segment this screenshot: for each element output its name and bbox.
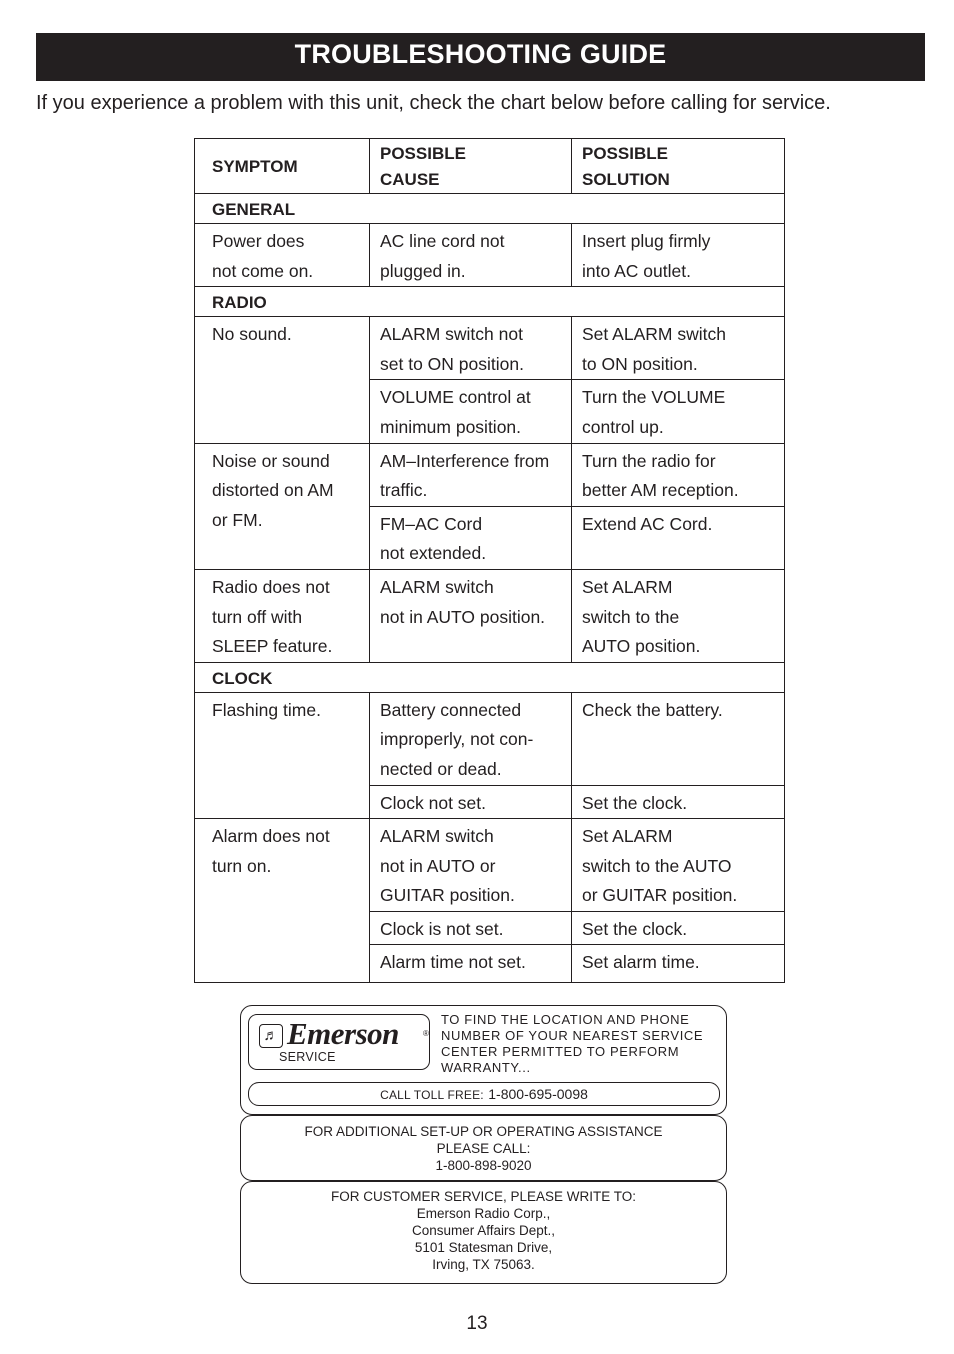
- emerson-service-logo: [248, 1014, 430, 1070]
- column-header-cause: POSSIBLE CAUSE: [370, 139, 572, 194]
- cause-cell: Alarm time not set.: [370, 945, 572, 983]
- table-row: [195, 224, 785, 287]
- table-row: [195, 443, 785, 506]
- service-locator-text: TO FIND THE LOCATION AND PHONE NUMBER OF YOUR NEAREST SERVICE CENTER PERMITTED TO PERFORM WARRANTY...: [441, 1012, 704, 1075]
- assistance-text: FOR ADDITIONAL SET-UP OR OPERATING ASSISTANCE PLEASE CALL: 1-800-898-9020: [304, 1124, 663, 1173]
- symptom-cell: Alarm does not turn on.: [195, 819, 370, 983]
- table-row: [195, 317, 785, 380]
- section-label-radio: RADIO: [195, 287, 785, 317]
- section-row-clock: [195, 662, 785, 692]
- toll-free-pill: [248, 1082, 720, 1106]
- cause-cell: AM–Interference from traffic.: [370, 443, 572, 506]
- solution-cell: Extend AC Cord.: [572, 506, 785, 569]
- symptom-cell: Power does not come on.: [195, 224, 370, 287]
- cause-cell: Clock is not set.: [370, 911, 572, 945]
- brand-wordmark: Emerson: [287, 1016, 399, 1051]
- page-number: 13: [466, 1313, 488, 1334]
- table-row: [195, 569, 785, 662]
- symptom-cell: Radio does not turn off with SLEEP feature.: [195, 569, 370, 662]
- section-label-general: GENERAL: [195, 194, 785, 224]
- cause-cell: FM–AC Cord not extended.: [370, 506, 572, 569]
- cause-cell: AC line cord not plugged in.: [370, 224, 572, 287]
- troubleshooting-table: [194, 138, 785, 983]
- table-row: [195, 819, 785, 912]
- cause-cell: ALARM switch not in AUTO position.: [370, 569, 572, 662]
- symptom-cell: No sound.: [195, 317, 370, 443]
- mailing-address-panel: [240, 1181, 727, 1284]
- solution-cell: Turn the radio for better AM reception.: [572, 443, 785, 506]
- guitar-emblem-icon: ♬: [259, 1024, 283, 1048]
- solution-cell: Turn the VOLUME control up.: [572, 380, 785, 443]
- solution-cell: Set ALARM switch to the AUTO position.: [572, 569, 785, 662]
- toll-free-label: CALL TOLL FREE:: [380, 1088, 484, 1102]
- toll-free-number: 1-800-695-0098: [488, 1086, 588, 1102]
- solution-cell: Set the clock.: [572, 911, 785, 945]
- cause-cell: VOLUME control at minimum position.: [370, 380, 572, 443]
- column-header-solution: POSSIBLE SOLUTION: [572, 139, 785, 194]
- page-title: TROUBLESHOOTING GUIDE: [36, 33, 925, 81]
- solution-cell: Insert plug firmly into AC outlet.: [572, 224, 785, 287]
- service-locator-panel: [240, 1005, 727, 1115]
- column-header-symptom: SYMPTOM: [195, 139, 370, 194]
- table-header-row: [195, 139, 785, 194]
- service-label: SERVICE: [279, 1050, 336, 1064]
- solution-cell: Set ALARM switch to ON position.: [572, 317, 785, 380]
- solution-cell: Set alarm time.: [572, 945, 785, 983]
- cause-cell: ALARM switch not set to ON position.: [370, 317, 572, 380]
- solution-cell: Set the clock.: [572, 785, 785, 819]
- solution-cell: Check the battery.: [572, 692, 785, 785]
- section-row-radio: [195, 287, 785, 317]
- symptom-cell: Flashing time.: [195, 692, 370, 818]
- section-label-clock: CLOCK: [195, 662, 785, 692]
- assistance-panel: [240, 1115, 727, 1181]
- symptom-cell: Noise or sound distorted on AM or FM.: [195, 443, 370, 569]
- cause-cell: Clock not set.: [370, 785, 572, 819]
- cause-cell: ALARM switch not in AUTO or GUITAR position.: [370, 819, 572, 912]
- intro-text: If you experience a problem with this unit, check the chart below before calling for service.: [36, 92, 831, 114]
- solution-cell: Set ALARM switch to the AUTO or GUITAR position.: [572, 819, 785, 912]
- section-row-general: [195, 194, 785, 224]
- cause-cell: Battery connected improperly, not con- nected or dead.: [370, 692, 572, 785]
- table-row: [195, 692, 785, 785]
- registered-mark: ®: [423, 1029, 429, 1038]
- mailing-address-text: FOR CUSTOMER SERVICE, PLEASE WRITE TO: Emerson Radio Corp., Consumer Affairs Dept., 5101 Statesman Drive, Irving, TX 75063.: [330, 1189, 637, 1272]
